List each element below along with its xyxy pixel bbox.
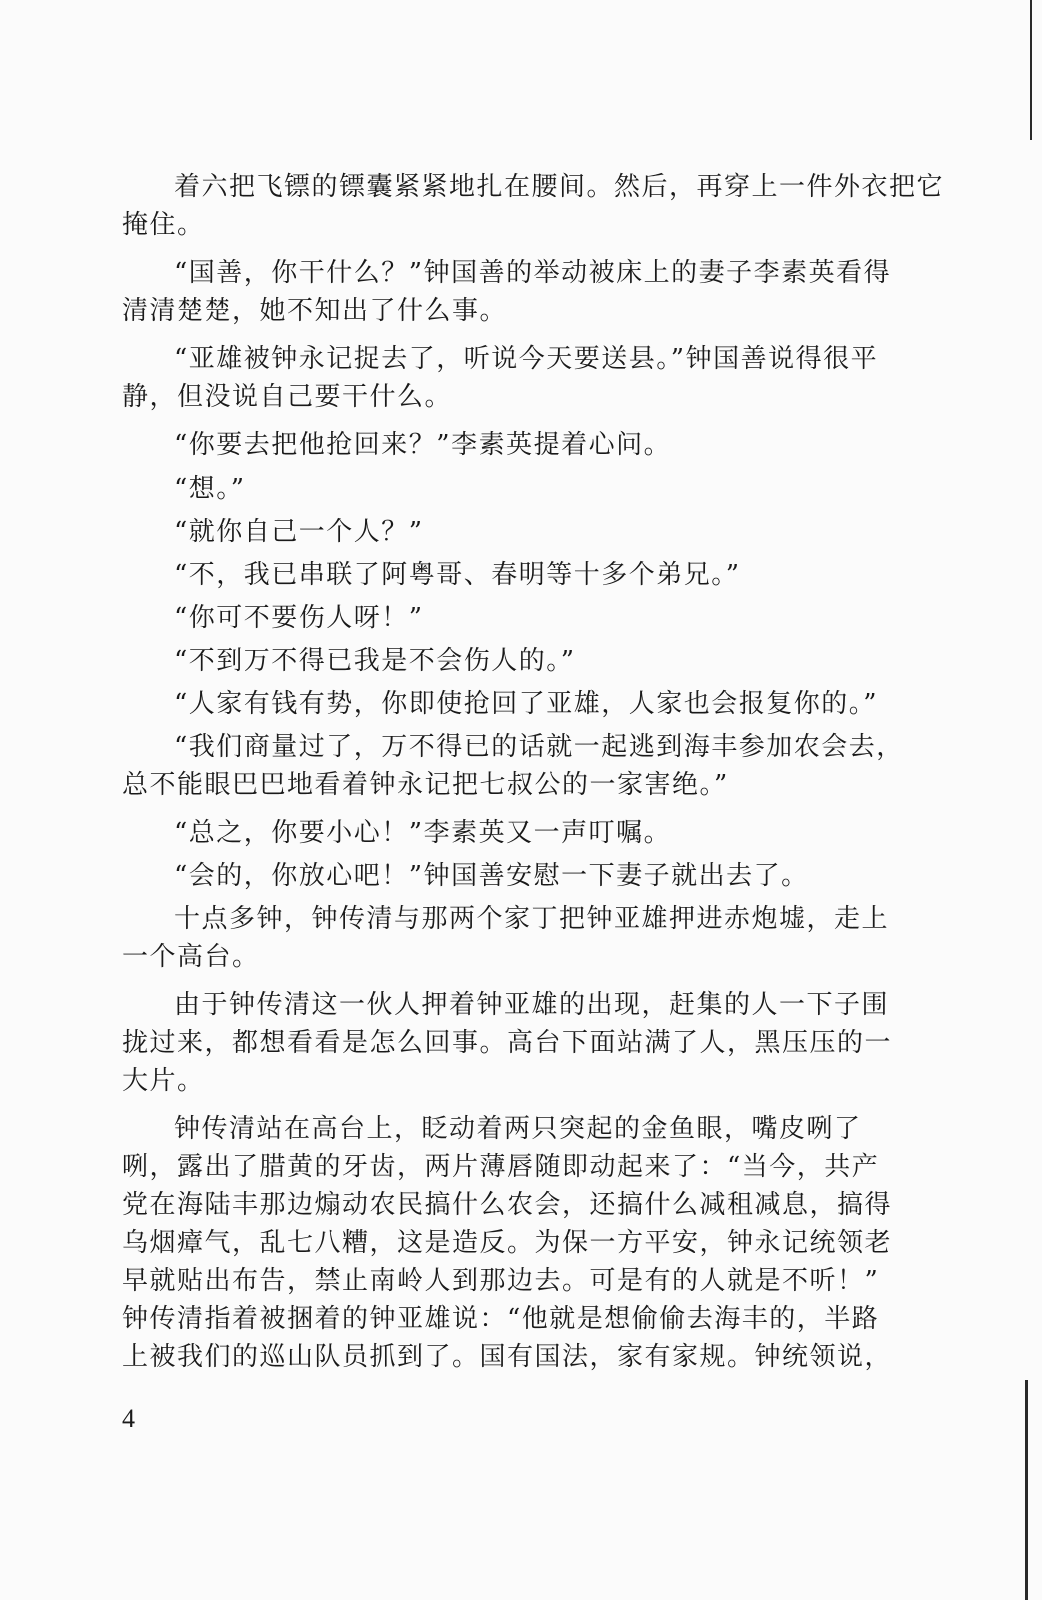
text-line: 拢过来，都想看看是怎么回事。高台下面站满了人，黑压压的一	[122, 1028, 893, 1058]
text-line: “不，我已串联了阿粤哥、春明等十多个弟兄。”	[174, 560, 741, 590]
text-line: “人家有钱有势，你即使抢回了亚雄，人家也会报复你的。”	[174, 689, 879, 719]
text-line: 乌烟瘴气，乱七八糟，这是造反。为保一方平安，钟永记统领老	[122, 1228, 893, 1258]
text-line: “不到万不得已我是不会伤人的。”	[174, 646, 576, 676]
text-line: “总之，你要小心！”李素英又一声叮嘱。	[174, 818, 672, 848]
scan-edge-mark	[1025, 1380, 1028, 1600]
text-line: 上被我们的巡山队员抓到了。国有国法，家有家规。钟统领说，	[122, 1342, 893, 1372]
text-line: 党在海陆丰那边煽动农民搞什么农会，还搞什么减租减息，搞得	[122, 1190, 893, 1220]
text-line: 咧，露出了腊黄的牙齿，两片薄唇随即动起来了：“当今，共产	[122, 1152, 880, 1182]
text-line: 总不能眼巴巴地看着钟永记把七叔公的一家害绝。”	[122, 770, 729, 800]
text-line: 一个高台。	[122, 942, 260, 972]
text-line: 静，但没说自己要干什么。	[122, 382, 453, 412]
text-line: 早就贴出布告，禁止南岭人到那边去。可是有的人就是不听！”	[122, 1266, 880, 1296]
text-line: “就你自己一个人？”	[174, 517, 424, 547]
text-line: 着六把飞镖的镖囊紧紧地扎在腰间。然后，再穿上一件外衣把它	[174, 172, 945, 202]
text-line: “你可不要伤人呀！”	[174, 603, 424, 633]
text-line: 钟传清站在高台上，眨动着两只突起的金鱼眼，嘴皮咧了	[174, 1114, 862, 1144]
text-line: 掩住。	[122, 210, 205, 240]
text-line: “亚雄被钟永记捉去了，听说今天要送县。”钟国善说得很平	[174, 344, 879, 374]
scan-edge-mark	[1030, 0, 1032, 140]
text-line: “会的，你放心吧！”钟国善安慰一下妻子就出去了。	[174, 861, 809, 891]
text-line: 钟传清指着被捆着的钟亚雄说：“他就是想偷偷去海丰的，半路	[122, 1304, 880, 1334]
text-line: 大片。	[122, 1066, 205, 1096]
text-line: “想。”	[174, 474, 246, 504]
text-line: 由于钟传清这一伙人押着钟亚雄的出现，赶集的人一下子围	[174, 990, 890, 1020]
text-line: “国善，你干什么？”钟国善的举动被床上的妻子李素英看得	[174, 258, 892, 288]
text-line: “我们商量过了，万不得已的话就一起逃到海丰参加农会去，	[174, 732, 904, 762]
text-line: 十点多钟，钟传清与那两个家丁把钟亚雄押进赤炮墟，走上	[174, 904, 890, 934]
page-number: 4	[122, 1404, 135, 1433]
text-line: 清清楚楚，她不知出了什么事。	[122, 296, 508, 326]
text-line: “你要去把他抢回来？”李素英提着心问。	[174, 430, 672, 460]
